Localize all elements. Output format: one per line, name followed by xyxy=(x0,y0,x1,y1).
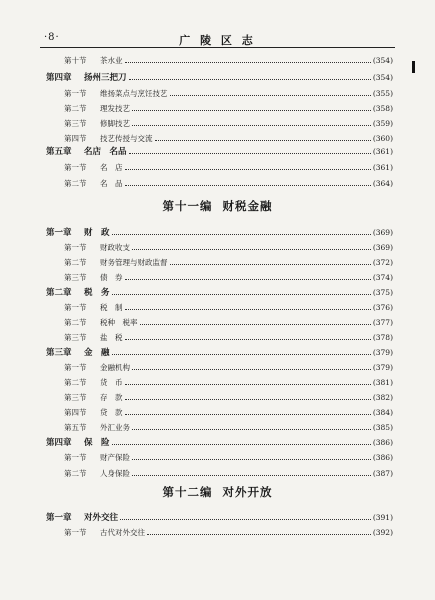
page-reference: (374) xyxy=(372,273,393,282)
toc-section-entry[interactable] xyxy=(0,269,435,283)
entry-label xyxy=(0,258,168,268)
entry-label xyxy=(0,348,110,358)
page-reference: (372) xyxy=(372,258,393,267)
section-number: 第三节 xyxy=(64,273,87,282)
dot-leader xyxy=(125,279,371,280)
section-number: 第一节 xyxy=(64,243,87,252)
entry-label xyxy=(0,147,127,157)
section-number: 第二节 xyxy=(64,104,87,113)
section-number: 第二节 xyxy=(64,258,87,267)
chapter-title: 扬州三把刀 xyxy=(84,73,127,83)
page-reference: (354) xyxy=(372,73,393,82)
toc-section-entry[interactable] xyxy=(0,389,435,403)
dot-leader xyxy=(132,429,371,430)
toc-section-entry[interactable] xyxy=(0,465,435,479)
dot-leader xyxy=(125,62,371,63)
toc-chapter-entry[interactable] xyxy=(0,344,435,358)
toc-chapter-entry[interactable] xyxy=(0,69,435,83)
section-number: 第五节 xyxy=(64,423,87,432)
section-title: 债 券 xyxy=(100,273,123,282)
page-reference: (387) xyxy=(372,469,393,478)
section-number: 第二节 xyxy=(64,378,87,387)
entry-label xyxy=(0,453,130,463)
dot-leader xyxy=(132,459,371,460)
dot-leader xyxy=(125,414,371,415)
entry-label xyxy=(0,89,168,99)
dot-leader xyxy=(112,444,371,445)
section-number: 第一节 xyxy=(64,453,87,462)
entry-label xyxy=(0,163,123,173)
toc-section-entry[interactable] xyxy=(0,100,435,114)
dot-leader xyxy=(112,234,371,235)
toc-section-entry[interactable] xyxy=(0,159,435,173)
dot-leader xyxy=(170,95,371,96)
entry-label xyxy=(0,119,130,129)
section-title: 财务管理与财政监督 xyxy=(100,258,168,267)
page-reference: (361) xyxy=(372,163,393,172)
entry-label xyxy=(0,438,110,448)
toc-section-entry[interactable] xyxy=(0,359,435,373)
chapter-title: 税 务 xyxy=(84,288,110,298)
section-title: 税种 税率 xyxy=(100,318,138,327)
toc-chapter-entry[interactable] xyxy=(0,509,435,523)
page-reference: (358) xyxy=(372,104,393,113)
section-number: 第二节 xyxy=(64,179,87,188)
page-reference: (391) xyxy=(372,513,393,522)
section-title: 人身保险 xyxy=(100,469,130,478)
toc-section-entry[interactable] xyxy=(0,314,435,328)
page-reference: (382) xyxy=(372,393,393,402)
section-title: 盐 税 xyxy=(100,333,123,342)
dot-leader xyxy=(112,294,371,295)
dot-leader xyxy=(125,399,371,400)
chapter-number: 第五章 xyxy=(46,147,72,157)
chapter-number: 第二章 xyxy=(46,288,72,298)
chapter-number: 第一章 xyxy=(46,228,72,238)
toc-chapter-entry[interactable] xyxy=(0,224,435,238)
entry-label xyxy=(0,179,123,189)
section-number: 第十节 xyxy=(64,56,87,65)
entry-label xyxy=(0,228,110,238)
toc-section-entry[interactable] xyxy=(0,419,435,433)
page-reference: (364) xyxy=(372,179,393,188)
entry-label xyxy=(0,243,130,253)
section-number: 第一节 xyxy=(64,363,87,372)
page-reference: (375) xyxy=(372,288,393,297)
dot-leader xyxy=(140,324,371,325)
entry-label xyxy=(0,528,145,538)
section-title: 茶水业 xyxy=(100,56,123,65)
toc-section-entry[interactable] xyxy=(0,299,435,313)
toc-section-entry[interactable] xyxy=(0,374,435,388)
chapter-title: 对外交往 xyxy=(84,513,119,523)
entry-label xyxy=(0,104,130,114)
page-reference: (384) xyxy=(372,408,393,417)
dot-leader xyxy=(125,169,371,170)
section-number: 第三节 xyxy=(64,119,87,128)
dot-leader xyxy=(125,339,371,340)
section-title: 金融机构 xyxy=(100,363,130,372)
page-reference: (392) xyxy=(372,528,393,537)
page-reference: (385) xyxy=(372,423,393,432)
part-heading xyxy=(0,198,435,214)
entry-label xyxy=(0,393,123,403)
page-reference: (355) xyxy=(372,89,393,98)
page-reference: (379) xyxy=(372,363,393,372)
dot-leader xyxy=(125,185,371,186)
book-title: 广 陵 区 志 xyxy=(179,34,256,47)
dot-leader xyxy=(132,110,371,111)
dot-leader xyxy=(147,534,371,535)
dot-leader xyxy=(125,309,371,310)
header-rule xyxy=(40,47,395,48)
dot-leader xyxy=(112,354,371,355)
entry-label xyxy=(0,408,123,418)
section-number: 第一节 xyxy=(64,89,87,98)
running-header xyxy=(40,32,395,48)
toc-chapter-entry[interactable] xyxy=(0,284,435,298)
chapter-number: 第三章 xyxy=(46,348,72,358)
page-reference: (377) xyxy=(372,318,393,327)
page-reference: (378) xyxy=(372,333,393,342)
section-number: 第二节 xyxy=(64,318,87,327)
dot-leader xyxy=(170,264,371,265)
section-number: 第二节 xyxy=(64,469,87,478)
section-title: 货 币 xyxy=(100,378,123,387)
chapter-number: 第四章 xyxy=(46,438,72,448)
toc-section-entry[interactable] xyxy=(0,115,435,129)
part-heading xyxy=(0,484,435,500)
entry-label xyxy=(0,303,123,313)
entry-label xyxy=(0,273,123,283)
chapter-title: 金 融 xyxy=(84,348,110,358)
toc-section-entry[interactable] xyxy=(0,130,435,144)
toc-section-entry[interactable] xyxy=(0,85,435,99)
section-number: 第一节 xyxy=(64,528,87,537)
toc-section-entry[interactable] xyxy=(0,52,435,66)
dot-leader xyxy=(129,79,371,80)
section-number: 第四节 xyxy=(64,408,87,417)
page-reference: (381) xyxy=(372,378,393,387)
page-reference: (376) xyxy=(372,303,393,312)
dot-leader xyxy=(132,369,371,370)
page-reference: (354) xyxy=(372,56,393,65)
dot-leader xyxy=(129,153,371,154)
section-number: 第三节 xyxy=(64,333,87,342)
section-title: 税 制 xyxy=(100,303,123,312)
page-reference: (379) xyxy=(372,348,393,357)
dot-leader xyxy=(125,384,371,385)
toc-section-entry[interactable] xyxy=(0,239,435,253)
section-title: 名 店 xyxy=(100,163,123,172)
page-reference: (361) xyxy=(372,147,393,156)
toc-chapter-entry[interactable] xyxy=(0,434,435,448)
toc-section-entry[interactable] xyxy=(0,329,435,343)
section-title: 存 款 xyxy=(100,393,123,402)
entry-label xyxy=(0,288,110,298)
toc-section-entry[interactable] xyxy=(0,404,435,418)
section-number: 第四节 xyxy=(64,134,87,143)
dot-leader xyxy=(132,475,371,476)
part-title: 财税金融 xyxy=(222,199,273,213)
entry-label xyxy=(0,423,130,433)
section-title: 理发技艺 xyxy=(100,104,130,113)
entry-label xyxy=(0,333,123,343)
section-title: 外汇业务 xyxy=(100,423,130,432)
section-title: 修脚技艺 xyxy=(100,119,130,128)
page-reference: (386) xyxy=(372,438,393,447)
part-number: 第十一编 xyxy=(162,199,213,213)
page-reference: (369) xyxy=(372,243,393,252)
part-number: 第十二编 xyxy=(162,485,213,499)
chapter-number: 第一章 xyxy=(46,513,72,523)
entry-label xyxy=(0,378,123,388)
dot-leader xyxy=(155,140,371,141)
section-title: 古代对外交往 xyxy=(100,528,145,537)
section-title: 贷 款 xyxy=(100,408,123,417)
entry-label xyxy=(0,73,127,83)
dot-leader xyxy=(120,519,371,520)
chapter-title: 保 险 xyxy=(84,438,110,448)
page-number: ·8· xyxy=(44,32,60,43)
section-title: 技艺传授与交流 xyxy=(100,134,153,143)
entry-label xyxy=(0,56,123,66)
chapter-number: 第四章 xyxy=(46,73,72,83)
section-title: 财政收支 xyxy=(100,243,130,252)
section-title: 名 品 xyxy=(100,179,123,188)
chapter-title: 财 政 xyxy=(84,228,110,238)
toc-section-entry[interactable] xyxy=(0,524,435,538)
entry-label xyxy=(0,318,138,328)
page-reference: (369) xyxy=(372,228,393,237)
entry-label xyxy=(0,469,130,479)
dot-leader xyxy=(132,125,371,126)
entry-label xyxy=(0,513,118,523)
section-number: 第一节 xyxy=(64,303,87,312)
chapter-title: 名店 名品 xyxy=(84,147,127,157)
page-reference: (360) xyxy=(372,134,393,143)
section-number: 第三节 xyxy=(64,393,87,402)
toc-chapter-entry[interactable] xyxy=(0,143,435,157)
part-title: 对外开放 xyxy=(222,485,273,499)
toc-section-entry[interactable] xyxy=(0,175,435,189)
page-reference: (386) xyxy=(372,453,393,462)
toc-section-entry[interactable] xyxy=(0,254,435,268)
dot-leader xyxy=(132,249,371,250)
section-number: 第一节 xyxy=(64,163,87,172)
section-title: 财产保险 xyxy=(100,453,130,462)
toc-section-entry[interactable] xyxy=(0,449,435,463)
entry-label xyxy=(0,363,130,373)
page-reference: (359) xyxy=(372,119,393,128)
section-title: 维扬菜点与烹饪技艺 xyxy=(100,89,168,98)
